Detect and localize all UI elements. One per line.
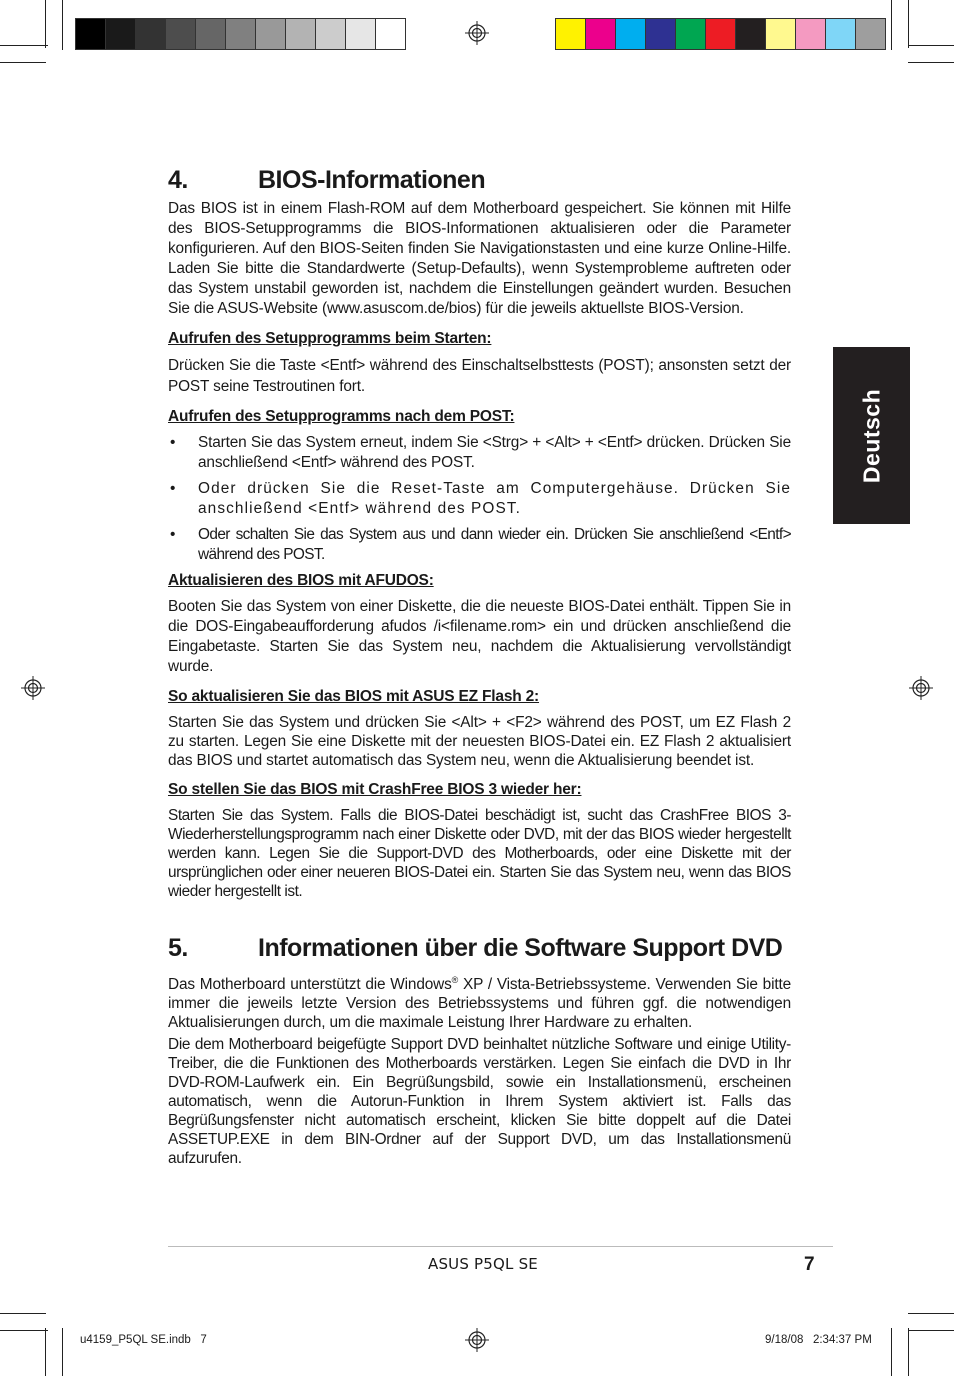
section-5-paragraph-1: Das Motherboard unterstützt die Windows® XP / Vista-Betriebssysteme. Verwenden Sie bitte immer die jeweils letzte Version des Betriebssystems und führen ggf. die notwendigen Aktualisierungen durch, um die maximale Leistung Ihrer Hardware zu erhalten. (168, 974, 792, 1031)
grayscale-color-bar (75, 18, 406, 50)
process-color-bar (555, 18, 886, 50)
color-swatch (136, 19, 166, 49)
print-slug-file: u4159_P5QL SE.indb 7 (80, 1334, 207, 1346)
color-swatch (556, 19, 586, 49)
crop-mark (0, 1330, 48, 1331)
bullet-list-after-post (168, 433, 791, 565)
color-swatch (316, 19, 346, 49)
subheading-afudos: Aktualisieren des BIOS mit AFUDOS: (168, 572, 434, 589)
crop-mark (908, 1330, 954, 1331)
color-swatch (796, 19, 826, 49)
crop-mark (908, 1328, 909, 1376)
crop-mark (908, 62, 954, 63)
section-5-paragraph-2: Die dem Motherboard beigefügte Support DVD beinhaltet nützliche Software und einige Utility-Treiber, die die Funktionen des Motherboards verstärken. Legen Sie einfach die DVD in Ihr DVD-ROM-Laufwerk ein. Ein Begrüßungsbild, sowie ein Installationsmenü, erscheinen automatisch, wenn die Autorun-Funktion in Ihrem System aktiviert ist. Falls das Begrüßungsfenster nicht automatisch erscheint, klicken Sie bitte doppelt auf die Datei ASSETUP.EXE in dem BIN-Ordner auf der Support DVD, um das Installationsmenü aufzurufen. (168, 1036, 791, 1167)
list-item: • Starten Sie das System erneut, indem Sie <Strg> + <Alt> + <Entf> drücken. Drücken Sie anschließend <Entf> während des POST. (170, 434, 791, 471)
crop-mark (0, 1313, 46, 1314)
subheading-setup-at-start: Aufrufen des Setupprogramms beim Starten: (168, 330, 492, 347)
color-swatch (766, 19, 796, 49)
page-number: 7 (804, 1254, 815, 1275)
paragraph-afudos: Booten Sie das System von einer Diskette, die die neueste BIOS-Datei enthält. Tippen Sie in die DOS-Eingabeaufforderung afudos /i<filename.rom> ein und drücken anschließend die Eingabetaste. Starten Sie das System neu, nachdem die Aktualisierung vervollständigt wurde. (168, 598, 791, 675)
crop-mark (891, 0, 892, 50)
color-swatch (76, 19, 106, 49)
print-slug-date: 9/18/08 2:34:37 PM (765, 1334, 872, 1346)
crop-mark (45, 1328, 46, 1376)
crop-mark (62, 0, 63, 50)
paragraph-crashfree: Starten Sie das System. Falls die BIOS-Datei beschädigt ist, sucht das CrashFree BIOS 3-Wiederherstellungsprogramm nach einer Diskette oder DVD, mit der das BIOS wieder hergestellt werden kann. Legen Sie die Support-DVD des Motherboards, oder eine Diskette mit der ursprünglichen oder einer neueren BIOS-Datei ein. Starten Sie das System neu, wenn das BIOS wieder hergestellt ist. (168, 807, 791, 900)
color-swatch (166, 19, 196, 49)
color-swatch (826, 19, 856, 49)
section-number: 5. (168, 934, 188, 962)
color-swatch (256, 19, 286, 49)
color-swatch (376, 19, 405, 49)
page-content (168, 163, 791, 1168)
color-swatch (346, 19, 376, 49)
subheading-ez-flash: So aktualisieren Sie das BIOS mit ASUS EZ Flash 2: (168, 688, 540, 705)
registration-mark-icon (21, 676, 45, 700)
crop-mark (0, 45, 48, 46)
list-item: • Oder drücken Sie die Reset-Taste am Computergehäuse. Drücken Sie anschließend <Entf> während des POST. (170, 480, 791, 517)
crop-mark (908, 1313, 954, 1314)
color-swatch (226, 19, 256, 49)
color-swatch (856, 19, 885, 49)
section-number: 4. (168, 166, 188, 194)
crop-mark (62, 1328, 63, 1376)
paragraph-ez-flash: Starten Sie das System und drücken Sie <Alt> + <F2> während des POST, um EZ Flash 2 zu starten. Legen Sie eine Diskette mit der neuesten BIOS-Datei ein. EZ Flash 2 aktualisiert das BIOS und startet automatisch das System neu, wenn die Aktualisierung beendet ist. (168, 714, 791, 769)
subheading-crashfree: So stellen Sie das BIOS mit CrashFree BIOS 3 wieder her: (168, 781, 582, 798)
crop-mark (891, 1328, 892, 1376)
side-tab-label: Deutsch (858, 388, 884, 483)
registration-mark-icon (909, 676, 933, 700)
color-swatch (286, 19, 316, 49)
color-swatch (706, 19, 736, 49)
crop-mark (45, 0, 46, 48)
color-swatch (616, 19, 646, 49)
footer-model: ASUS P5QL SE (428, 1255, 538, 1273)
paragraph-setup-at-start: Drücken Sie die Taste <Entf> während des Einschaltselbsttests (POST); ansonsten setzt der POST seine Testroutinen fort. (168, 357, 791, 395)
color-swatch (106, 19, 136, 49)
color-swatch (736, 19, 766, 49)
color-swatch (586, 19, 616, 49)
section-4-heading (168, 163, 791, 197)
registration-mark-icon (465, 1328, 489, 1352)
section-5-heading (168, 931, 791, 965)
section-title: BIOS-Informationen (258, 166, 486, 194)
footer-rule (168, 1246, 833, 1247)
language-side-tab (833, 347, 910, 524)
list-item: • Oder schalten Sie das System aus und dann wieder ein. Drücken Sie anschließend <Entf> während des POST. (170, 526, 791, 563)
registration-mark-icon (465, 21, 489, 45)
color-swatch (676, 19, 706, 49)
color-swatch (646, 19, 676, 49)
subheading-setup-after-post: Aufrufen des Setupprogramms nach dem POST: (168, 408, 515, 425)
section-title: Informationen über die Software Support DVD (258, 934, 783, 962)
section-4-intro: Das BIOS ist in einem Flash-ROM auf dem Motherboard gespeichert. Sie können mit Hilfe des BIOS-Setupprogramms die BIOS-Informationen aktualisieren oder die Parameter konfigurieren. Auf den BIOS-Seiten finden Sie Navigationstasten und eine kurze Online-Hilfe. Laden Sie bitte die Standardwerte (Setup-Defaults), wenn Systemprobleme auftreten oder das System unstabil geworden ist, nachdem die Einstellungen geändert wurden. Besuchen Sie die ASUS-Website (www.asuscom.de/bios) für die jeweils aktuellste BIOS-Version. (168, 200, 791, 317)
crop-mark (0, 62, 46, 63)
crop-mark (908, 0, 909, 48)
color-swatch (196, 19, 226, 49)
crop-mark (908, 45, 954, 46)
